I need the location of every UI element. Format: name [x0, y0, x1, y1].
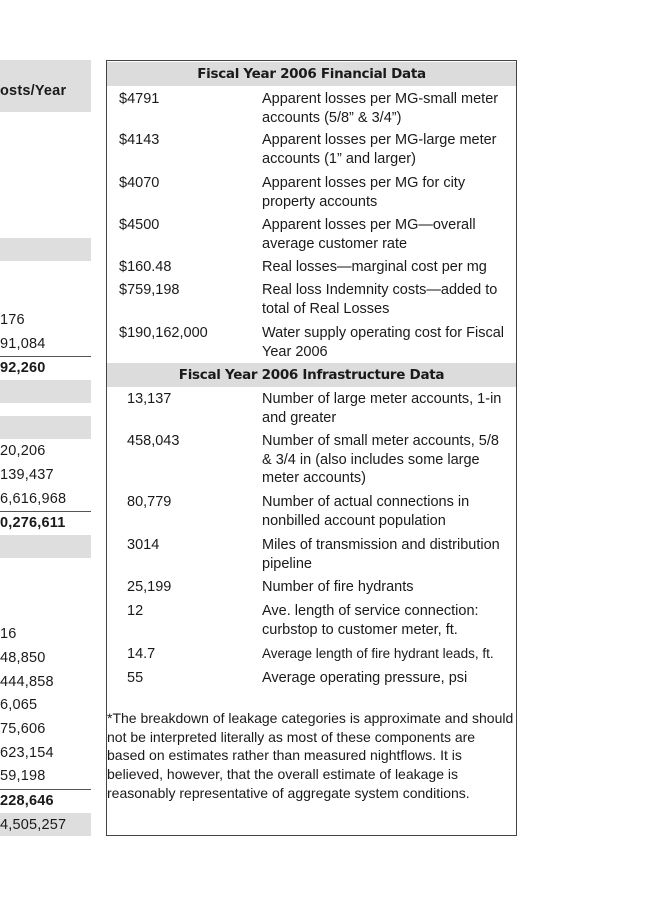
left-value: 444,858 — [0, 674, 54, 690]
infrastructure-value: 80,779 — [127, 494, 172, 510]
infrastructure-value: 13,137 — [127, 391, 172, 407]
left-divider — [0, 511, 91, 512]
left-divider — [0, 789, 91, 790]
left-value-total: 92,260 — [0, 360, 46, 376]
financial-desc: Real loss Indemnity costs—added to total of Real Losses — [262, 282, 498, 317]
infrastructure-desc: Number of fire hydrants — [262, 579, 414, 595]
left-value-total: 228,646 — [0, 793, 54, 809]
infrastructure-value: 25,199 — [127, 579, 172, 595]
infrastructure-desc: Number of large meter accounts, 1-in and greater — [262, 391, 502, 426]
financial-value: $4070 — [119, 175, 160, 191]
left-section-band — [0, 238, 91, 261]
infrastructure-value: 12 — [127, 603, 144, 619]
left-value-grand-total: 4,505,257 — [0, 817, 67, 833]
financial-desc: Apparent losses per MG for city property accounts — [262, 175, 466, 210]
infrastructure-desc: Number of small meter accounts, 5/8 & 3/4 in (also includes some large meter accounts) — [262, 433, 499, 486]
left-value: 139,437 — [0, 467, 54, 483]
left-value: 623,154 — [0, 745, 54, 761]
financial-desc: Apparent losses per MG-small meter accounts (5/8” & 3/4”) — [262, 91, 499, 126]
left-value-total: 0,276,611 — [0, 515, 66, 531]
left-value: 6,616,968 — [0, 491, 67, 507]
left-section-band — [0, 380, 91, 403]
infrastructure-value: 55 — [127, 670, 144, 686]
left-header: osts/Year — [0, 83, 67, 99]
financial-value: $190,162,000 — [119, 325, 208, 341]
infrastructure-value: 14.7 — [127, 646, 156, 662]
infrastructure-section-title: Fiscal Year 2006 Infrastructure Data — [107, 363, 516, 387]
financial-value: $160.48 — [119, 259, 172, 275]
financial-desc: Apparent losses per MG-large meter accounts (1” and larger) — [262, 132, 497, 167]
financial-section-title: Fiscal Year 2006 Financial Data — [107, 62, 516, 86]
infrastructure-desc: Average length of fire hydrant leads, ft. — [262, 646, 494, 661]
financial-desc: Apparent losses per MG—overall average customer rate — [262, 217, 476, 252]
financial-value: $4791 — [119, 91, 160, 107]
left-value: 176 — [0, 312, 25, 328]
left-value: 91,084 — [0, 336, 46, 352]
left-value: 20,206 — [0, 443, 46, 459]
infrastructure-desc: Average operating pressure, psi — [262, 670, 468, 686]
infrastructure-value: 3014 — [127, 537, 160, 553]
left-value: 6,065 — [0, 697, 38, 713]
left-value: 59,198 — [0, 768, 46, 784]
infrastructure-desc: Number of actual connections in nonbilled account population — [262, 494, 470, 529]
infrastructure-desc: Ave. length of service connection: curbstop to customer meter, ft. — [262, 603, 479, 638]
data-table — [106, 60, 517, 836]
footnote: *The breakdown of leakage categories is approximate and should not be interpreted literally as most of these components are based on estimates rather than measured nightflows. It is believed, however, that the overall estimate of leakage is reasonably representative of aggregate system conditions. — [107, 710, 514, 801]
infrastructure-value: 458,043 — [127, 433, 180, 449]
financial-desc: Real losses—marginal cost per mg — [262, 259, 487, 275]
left-value: 16 — [0, 626, 17, 642]
financial-value: $759,198 — [119, 282, 180, 298]
financial-desc: Water supply operating cost for Fiscal Year 2006 — [262, 325, 505, 360]
financial-value: $4143 — [119, 132, 160, 148]
left-value: 48,850 — [0, 650, 46, 666]
left-section-band — [0, 416, 91, 439]
left-divider — [0, 356, 91, 357]
left-cutoff-column — [0, 60, 92, 836]
infrastructure-desc: Miles of transmission and distribution pipeline — [262, 537, 500, 572]
left-value: 75,606 — [0, 721, 46, 737]
financial-value: $4500 — [119, 217, 160, 233]
left-section-band — [0, 535, 91, 558]
